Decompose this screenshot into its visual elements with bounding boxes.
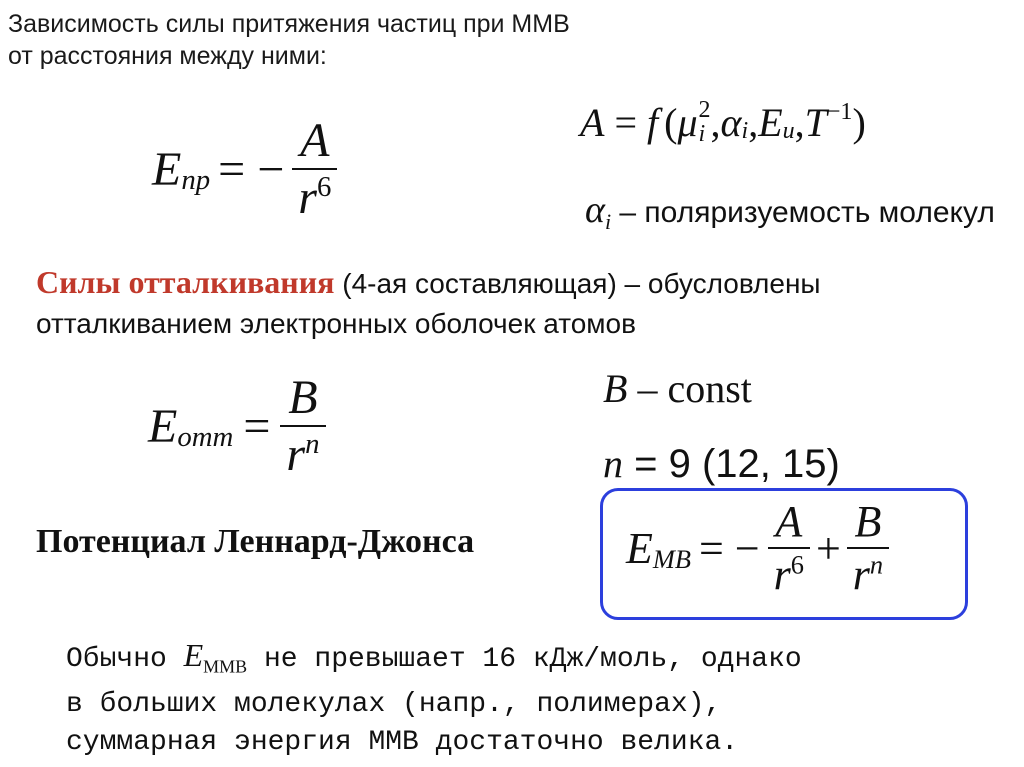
a-symbol: A xyxy=(580,99,605,145)
lj-energy-subscript: MB xyxy=(652,543,691,574)
lennard-jones-title: Потенциал Леннард-Джонса xyxy=(36,523,475,560)
alpha-def-text: – поляризуемость молекул xyxy=(611,196,995,229)
b-constant-note xyxy=(603,365,752,412)
lj-numerator-b: B xyxy=(854,497,882,546)
lj-equals-minus: = − xyxy=(699,523,760,573)
note-line-3: суммарная энергия ММВ достаточно велика. xyxy=(66,726,739,758)
lj-fraction-b xyxy=(847,496,889,600)
denominator-r: r xyxy=(286,428,306,481)
energy-note xyxy=(66,636,802,762)
b-symbol: B xyxy=(603,366,628,411)
repulsion-line-2: отталкиванием электронных оболочек атомов xyxy=(36,308,636,339)
numerator-a: A xyxy=(300,114,330,167)
note-energy-subscript: ММВ xyxy=(203,656,248,677)
note-line-2: в больших молекулах (напр., полимерах), xyxy=(66,688,722,720)
repulsion-energy-symbol: E xyxy=(148,399,178,453)
b-const-text: – const xyxy=(627,366,752,411)
n-symbol: n xyxy=(603,441,623,486)
t-exponent: −1 xyxy=(826,98,853,125)
intro-line-2: от расстояния между ними: xyxy=(8,42,327,70)
mu-superscript: 2 xyxy=(698,97,711,123)
e-symbol: E xyxy=(758,99,783,145)
lj-exponent-n: n xyxy=(869,549,884,580)
t-symbol: T xyxy=(804,99,827,145)
alpha-symbol: α xyxy=(720,99,742,145)
function-f: f xyxy=(647,99,659,145)
energy-subscript: пр xyxy=(181,163,211,196)
note-line-1: не превышает 16 кДж/моль, однако xyxy=(247,644,802,675)
e-subscript: u xyxy=(782,117,795,144)
equals-minus: = − xyxy=(218,142,285,196)
lj-denominator-r: r xyxy=(773,550,791,599)
repulsion-energy-subscript: отт xyxy=(177,420,234,453)
lj-energy-symbol: E xyxy=(626,523,653,573)
alpha-definition xyxy=(585,188,995,235)
note-energy-symbol: E xyxy=(183,637,204,673)
lennard-jones-formula xyxy=(626,496,889,600)
lj-numerator-a: A xyxy=(775,497,803,546)
alpha-def-subscript: i xyxy=(604,209,612,234)
lj-plus: + xyxy=(815,523,841,573)
mu-symbol: μ xyxy=(677,99,698,145)
denominator-r: r xyxy=(298,171,317,224)
n-value-text: = 9 (12, 15) xyxy=(623,442,840,486)
alpha-def-symbol: α xyxy=(585,189,605,231)
intro-line-1: Зависимость силы притяжения частиц при ММВ xyxy=(8,10,570,38)
lj-denominator-r: r xyxy=(852,550,870,599)
exponent-n: n xyxy=(305,428,320,460)
intro-text xyxy=(8,8,570,72)
lj-fraction-a xyxy=(768,496,810,600)
n-value-note xyxy=(603,440,840,487)
exponent-6: 6 xyxy=(316,171,332,203)
repulsion-formula xyxy=(148,370,326,482)
energy-symbol: E xyxy=(152,142,182,196)
repulsion-equals: = xyxy=(243,399,271,453)
repulsion-heading: Силы отталкивания xyxy=(36,264,335,300)
fraction-a-over-r6 xyxy=(292,113,337,225)
repulsion-paragraph xyxy=(36,262,821,344)
fraction-b-over-rn xyxy=(280,370,325,482)
lj-exponent-6: 6 xyxy=(790,549,804,580)
numerator-b: B xyxy=(288,371,318,424)
alpha-subscript: i xyxy=(741,117,749,144)
attraction-formula xyxy=(152,113,337,225)
equals-sign: = xyxy=(614,99,637,145)
mu-subscript: i xyxy=(698,121,706,147)
note-pre: Обычно xyxy=(66,644,184,675)
polarizability-formula: A = f ( μ 2 i , α $_i$ , E $_u$ , T $^{-1}$ ) xyxy=(580,97,866,147)
repulsion-line-1: (4-ая составляющая) – обусловлены xyxy=(334,268,821,299)
